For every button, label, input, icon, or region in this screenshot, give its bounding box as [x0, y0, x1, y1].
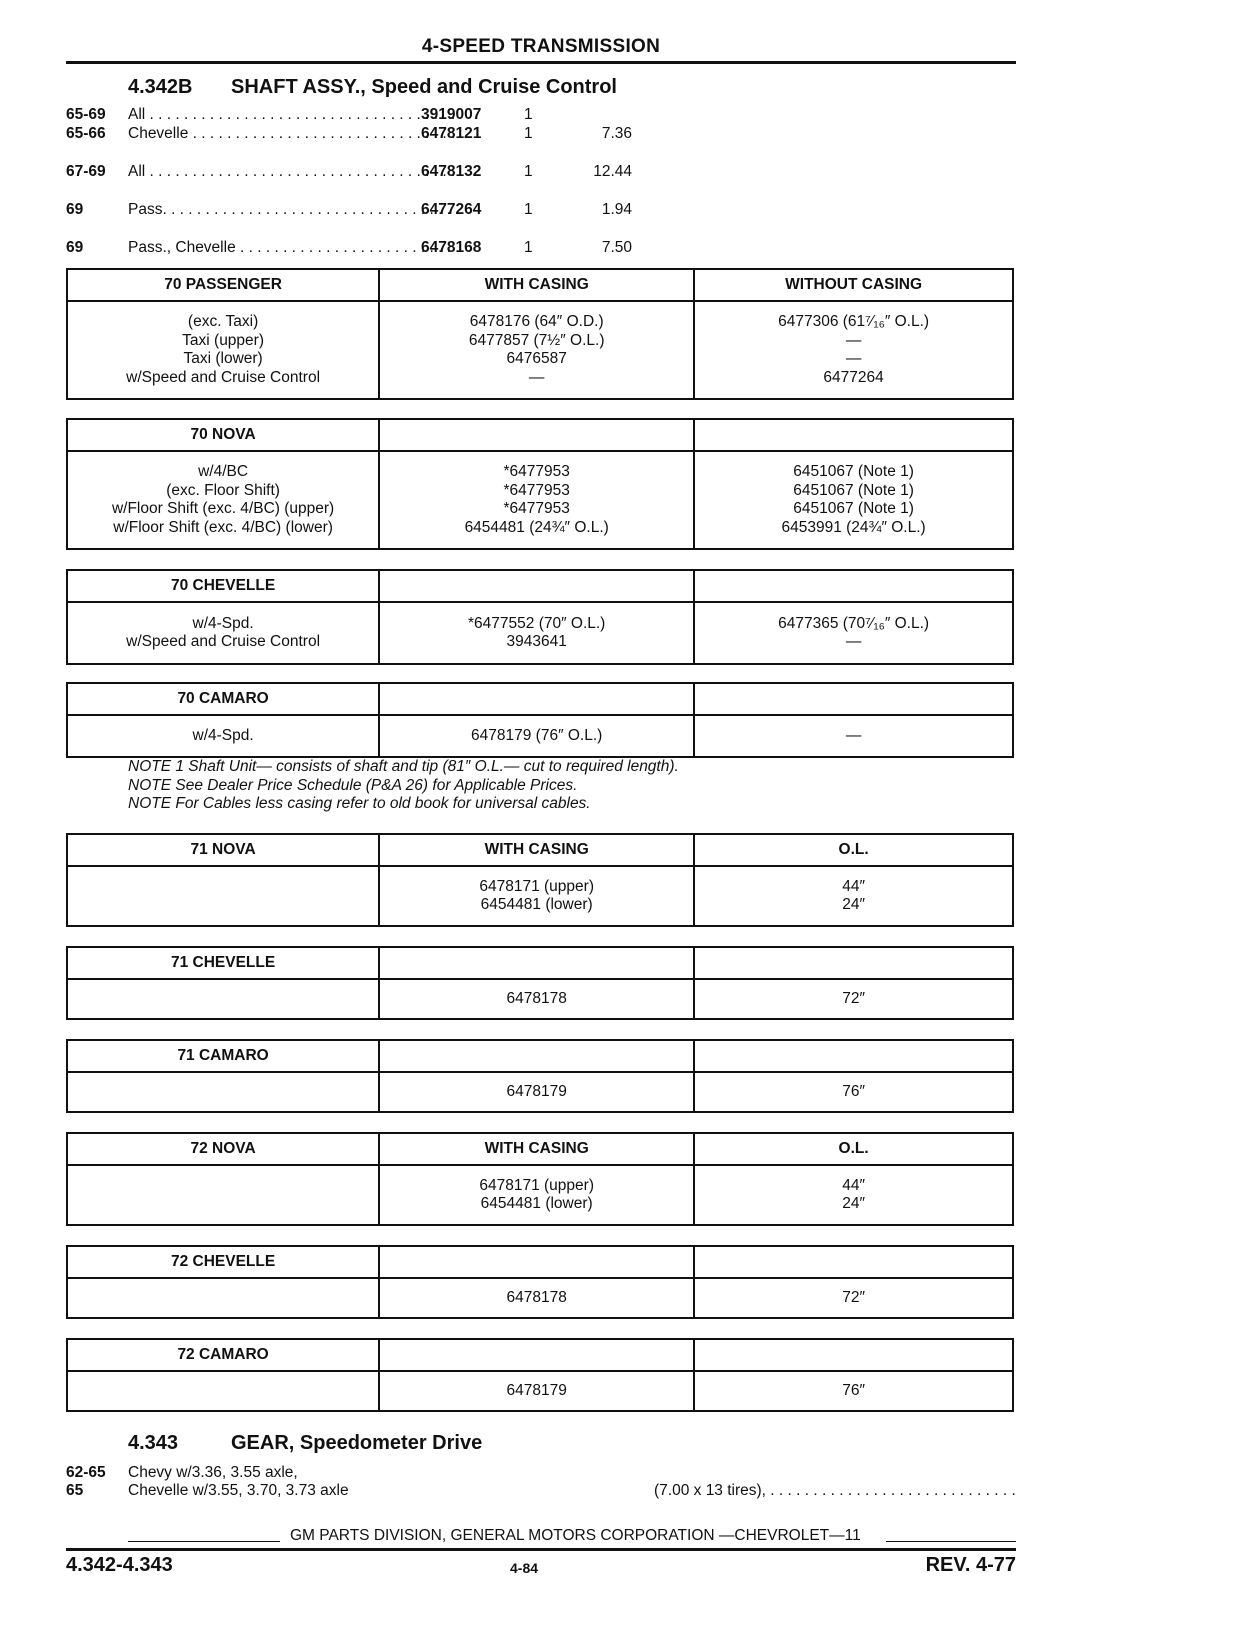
section-heading-gear: [128, 1432, 482, 1455]
table-cell-without-casing: —: [694, 715, 1013, 757]
note-line: NOTE See Dealer Price Schedule (P&A 26) for Applicable Prices.: [128, 776, 578, 794]
table-header-row: [67, 683, 1013, 715]
table-70-chevelle: [66, 569, 1014, 665]
table-71-nova: [66, 833, 1014, 927]
part-number: 6477264: [421, 201, 482, 218]
section-title: GEAR, Speedometer Drive: [231, 1432, 483, 1454]
part-year: 69: [66, 239, 84, 256]
table-72-nova: [66, 1132, 1014, 1226]
table-header-cell: [379, 683, 694, 715]
table-header-cell: [694, 570, 1013, 602]
table-header-cell: [379, 947, 694, 979]
table-cell-length: 72″: [694, 979, 1013, 1019]
table-header-row: [67, 1040, 1013, 1072]
table-header-cell: [694, 1339, 1013, 1371]
table-cell-application: [67, 1072, 379, 1112]
part-year: 65-69: [66, 106, 106, 123]
table-72-camaro: [66, 1338, 1014, 1412]
table-header-cell: [694, 1246, 1013, 1278]
table-header-row: [67, 1133, 1013, 1165]
table-cell-application: (exc. Taxi) Taxi (upper) Taxi (lower) w/Speed and Cruise Control: [67, 301, 379, 399]
table-header-cell: O.L.: [694, 834, 1013, 866]
table-cell-with-casing: 6478179: [379, 1371, 694, 1411]
table-cell-length: 44″ 24″: [694, 866, 1013, 926]
gear-row: [66, 1464, 1016, 1482]
footer-revision: REV. 4-77: [925, 1554, 1016, 1576]
table-header-row: [67, 1246, 1013, 1278]
table-row: [67, 979, 1013, 1019]
table-row: [67, 301, 1013, 399]
gear-year: 62-65: [66, 1464, 106, 1481]
table-71-chevelle: [66, 946, 1014, 1020]
footer-rule-left: [128, 1541, 280, 1542]
footer-division-text: GM PARTS DIVISION, GENERAL MOTORS CORPORATION —CHEVROLET—11: [290, 1527, 861, 1544]
table-cell-length: 76″: [694, 1072, 1013, 1112]
section-number: 4.342B: [128, 76, 193, 98]
table-header-cell: [694, 419, 1013, 451]
table-row: [67, 1278, 1013, 1318]
table-row: [67, 1072, 1013, 1112]
table-header-cell: [379, 1246, 694, 1278]
notes-block: [128, 758, 679, 814]
table-row: [67, 866, 1013, 926]
table-header-cell: WITH CASING: [379, 834, 694, 866]
table-header-cell: [379, 419, 694, 451]
part-row: [66, 201, 1016, 239]
part-price: 7.36: [601, 125, 632, 142]
gear-description: Chevy w/3.36, 3.55 axle,: [128, 1464, 298, 1481]
table-cell-with-casing: 6478176 (64″ O.D.) 6477857 (7½″ O.L.) 6476587 —: [379, 301, 694, 399]
table-header-cell: WITH CASING: [379, 269, 694, 301]
table-row: [67, 1371, 1013, 1411]
table-row: [67, 602, 1013, 664]
table-header-cell: 70 CAMARO: [67, 683, 379, 715]
page-title: 4-SPEED TRANSMISSION: [421, 36, 661, 57]
part-description: All . . .: [128, 106, 458, 124]
section-title: SHAFT ASSY., Speed and Cruise Control: [231, 76, 617, 98]
table-cell-application: [67, 866, 379, 926]
section-number: 4.343: [128, 1432, 179, 1454]
table-header-cell: [694, 683, 1013, 715]
table-header-row: [67, 419, 1013, 451]
table-header-cell: [694, 947, 1013, 979]
table-cell-application: [67, 1371, 379, 1411]
part-price: 1.94: [601, 201, 632, 218]
part-year: 69: [66, 201, 84, 218]
footer-division-line: [66, 1527, 1016, 1547]
part-row: [66, 163, 1016, 201]
part-qty: 1: [524, 239, 533, 256]
table-cell-with-casing: *6477953 *6477953 *6477953 6454481 (24¾″ O.L.): [379, 451, 694, 549]
footer-rule: [66, 1548, 1016, 1551]
table-header-row: [67, 1339, 1013, 1371]
table-header-cell: 72 CAMARO: [67, 1339, 379, 1371]
table-cell-with-casing: *6477552 (70″ O.L.) 3943641: [379, 602, 694, 664]
table-header-row: [67, 947, 1013, 979]
table-72-chevelle: [66, 1245, 1014, 1319]
gear-year: 65: [66, 1482, 84, 1499]
table-cell-application: w/4-Spd. w/Speed and Cruise Control: [67, 602, 379, 664]
table-cell-length: 76″: [694, 1371, 1013, 1411]
table-cell-without-casing: 6477365 (70⁷⁄₁₆″ O.L.) —: [694, 602, 1013, 664]
table-row: [67, 1165, 1013, 1225]
part-qty: 1: [524, 201, 533, 218]
table-header-cell: WITH CASING: [379, 1133, 694, 1165]
footer-section-range: 4.342-4.343: [66, 1554, 173, 1576]
part-description: Pass. . . .: [128, 201, 458, 219]
table-header-row: [67, 834, 1013, 866]
gear-list: [66, 1464, 1016, 1500]
part-number: 6478132: [421, 163, 482, 180]
table-header-cell: [694, 1040, 1013, 1072]
table-70-passenger: [66, 268, 1014, 400]
table-cell-with-casing: 6478178: [379, 979, 694, 1019]
table-header-cell: 71 CAMARO: [67, 1040, 379, 1072]
table-cell-with-casing: 6478171 (upper) 6454481 (lower): [379, 866, 694, 926]
table-header-cell: [379, 570, 694, 602]
note-line: NOTE For Cables less casing refer to old book for universal cables.: [128, 795, 591, 812]
table-header-cell: 70 PASSENGER: [67, 269, 379, 301]
table-header-cell: 70 CHEVELLE: [67, 570, 379, 602]
table-cell-without-casing: 6477306 (61⁷⁄₁₆″ O.L.) — — 6477264: [694, 301, 1013, 399]
footer-page-number: 4-84: [510, 1560, 539, 1576]
note-line: NOTE 1 Shaft Unit— consists of shaft and tip (81″ O.L.— cut to required length).: [128, 758, 679, 775]
table-header-cell: O.L.: [694, 1133, 1013, 1165]
table-cell-application: [67, 1165, 379, 1225]
part-number: 6478121: [421, 125, 482, 142]
part-price: 7.50: [601, 239, 632, 256]
table-cell-application: [67, 1278, 379, 1318]
table-header-row: [67, 269, 1013, 301]
table-header-cell: 71 NOVA: [67, 834, 379, 866]
table-cell-without-casing: 6451067 (Note 1) 6451067 (Note 1) 6451067 (Note 1) 6453991 (24¾″ O.L.): [694, 451, 1013, 549]
gear-description: Chevelle w/3.55, 3.70, 3.73 axle: [128, 1482, 349, 1499]
table-header-cell: [379, 1339, 694, 1371]
title-rule: [66, 61, 1016, 64]
table-cell-with-casing: 6478179 (76″ O.L.): [379, 715, 694, 757]
part-row: [66, 239, 1016, 258]
table-cell-application: w/4/BC (exc. Floor Shift) w/Floor Shift (exc. 4/BC) (upper) w/Floor Shift (exc. 4/BC) (lower): [67, 451, 379, 549]
gear-row: [66, 1482, 1016, 1500]
table-row: [67, 451, 1013, 549]
part-price: 12.44: [593, 163, 632, 180]
table-70-camaro: [66, 682, 1014, 758]
table-header-cell: WITHOUT CASING: [694, 269, 1013, 301]
gear-note: (7.00 x 13 tires), . . .: [654, 1482, 1016, 1500]
part-qty: 1: [524, 125, 533, 142]
part-number: 3919007: [421, 106, 482, 123]
table-cell-application: w/4-Spd.: [67, 715, 379, 757]
part-number: 6478168: [421, 239, 482, 256]
table-header-cell: 70 NOVA: [67, 419, 379, 451]
table-cell-with-casing: 6478179: [379, 1072, 694, 1112]
table-cell-with-casing: 6478178: [379, 1278, 694, 1318]
table-header-row: [67, 570, 1013, 602]
footer-rule-right: [886, 1541, 1016, 1542]
part-row: [66, 125, 1016, 163]
table-row: [67, 715, 1013, 757]
section-heading-shaft: [128, 76, 617, 99]
part-year: 65-66: [66, 125, 106, 142]
part-description: Chevelle . . .: [128, 125, 458, 143]
table-cell-length: 72″: [694, 1278, 1013, 1318]
table-header-cell: 71 CHEVELLE: [67, 947, 379, 979]
table-header-cell: 72 NOVA: [67, 1133, 379, 1165]
table-header-cell: [379, 1040, 694, 1072]
part-qty: 1: [524, 163, 533, 180]
part-year: 67-69: [66, 163, 106, 180]
table-header-cell: 72 CHEVELLE: [67, 1246, 379, 1278]
table-71-camaro: [66, 1039, 1014, 1113]
parts-list: [66, 106, 1016, 258]
part-row: [66, 106, 1016, 125]
part-description: All . . .: [128, 163, 458, 181]
table-70-nova: [66, 418, 1014, 550]
table-cell-length: 44″ 24″: [694, 1165, 1013, 1225]
part-qty: 1: [524, 106, 533, 123]
table-cell-with-casing: 6478171 (upper) 6454481 (lower): [379, 1165, 694, 1225]
table-cell-application: [67, 979, 379, 1019]
part-description: Pass., Chevelle . . .: [128, 239, 458, 257]
